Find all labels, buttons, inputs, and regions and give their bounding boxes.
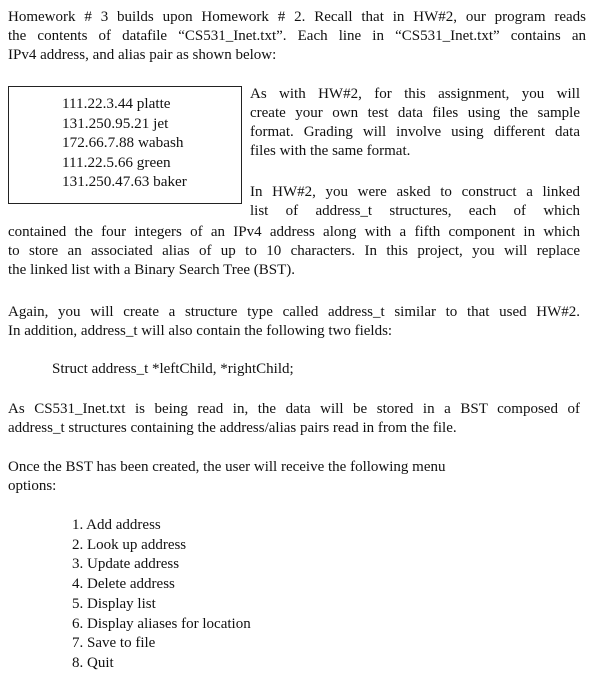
linked-list-paragraph-top xyxy=(250,183,580,221)
menu-intro-line-2: options: xyxy=(8,478,57,494)
menu-option-add-address: 1. Add address xyxy=(72,517,161,533)
menu-option-delete-address: 4. Delete address xyxy=(72,576,175,593)
menu-option-update-address: 3. Update address xyxy=(72,556,180,573)
reading-paragraph xyxy=(8,400,580,438)
instructions-line-2: create your own test data files using the sample xyxy=(250,105,580,121)
instructions-line-3: format. Grading will involve using different data xyxy=(250,124,580,140)
menu-option-display-list: 5. Display list xyxy=(72,595,156,612)
linked-list-paragraph-bottom xyxy=(8,223,580,280)
sample-file-box xyxy=(8,86,242,204)
intro-line-3: IPv4 address, and alias pair as shown below: xyxy=(8,47,277,63)
instructions-paragraph xyxy=(250,85,580,161)
menu-option-save-to-file: 7. Save to file xyxy=(72,635,156,652)
menu-intro-line-1: Once the BST has been created, the user will receive the following menu xyxy=(8,459,446,475)
sample-line: 172.66.7.88 wabash xyxy=(62,134,184,152)
code-line: Struct address_t *leftChild, *rightChild; xyxy=(52,361,294,377)
structure-line-2: In addition, address_t will also contain the following two fields: xyxy=(8,323,393,339)
sample-line: 111.22.5.66 green xyxy=(62,153,171,171)
linked-list-line-3: contained the four integers of an IPv4 address along with a fifth component in which xyxy=(8,224,580,240)
menu-intro-paragraph xyxy=(8,458,580,496)
intro-line-2: the contents of datafile “CS531_Inet.txt”. Each line in “CS531_Inet.txt” contains an xyxy=(8,28,586,44)
reading-line-2: address_t structures containing the address/alias pairs read in from the file. xyxy=(8,420,457,436)
structure-paragraph xyxy=(8,303,580,341)
sample-line: 131.250.47.63 baker xyxy=(62,173,187,191)
menu-option-look-up-address: 2. Look up address xyxy=(72,536,187,553)
linked-list-line-4: to store an associated alias of up to 10 characters. In this project, you will replace xyxy=(8,243,580,259)
linked-list-line-2: list of address_t structures, each of which xyxy=(250,203,580,219)
menu-option-display-aliases: 6. Display aliases for location xyxy=(72,615,251,632)
linked-list-line-5: the linked list with a Binary Search Tree (BST). xyxy=(8,262,296,278)
intro-line-1: Homework # 3 builds upon Homework # 2. Recall that in HW#2, our program reads xyxy=(8,9,586,25)
instructions-line-4: files with the same format. xyxy=(250,143,411,159)
structure-line-1: Again, you will create a structure type called address_t similar to that used HW#2. xyxy=(8,304,580,320)
instructions-line-1: As with HW#2, for this assignment, you will xyxy=(250,86,580,102)
reading-line-1: As CS531_Inet.txt is being read in, the data will be stored in a BST composed of xyxy=(8,401,580,417)
sample-line: 111.22.3.44 platte xyxy=(62,95,171,112)
menu-options-list xyxy=(72,516,251,674)
sample-file-lines xyxy=(62,94,187,192)
intro-paragraph xyxy=(8,8,586,65)
linked-list-line-1: In HW#2, you were asked to construct a linked xyxy=(250,184,580,200)
sample-line: 131.250.95.21 jet xyxy=(62,114,169,132)
menu-option-quit: 8. Quit xyxy=(72,654,114,671)
